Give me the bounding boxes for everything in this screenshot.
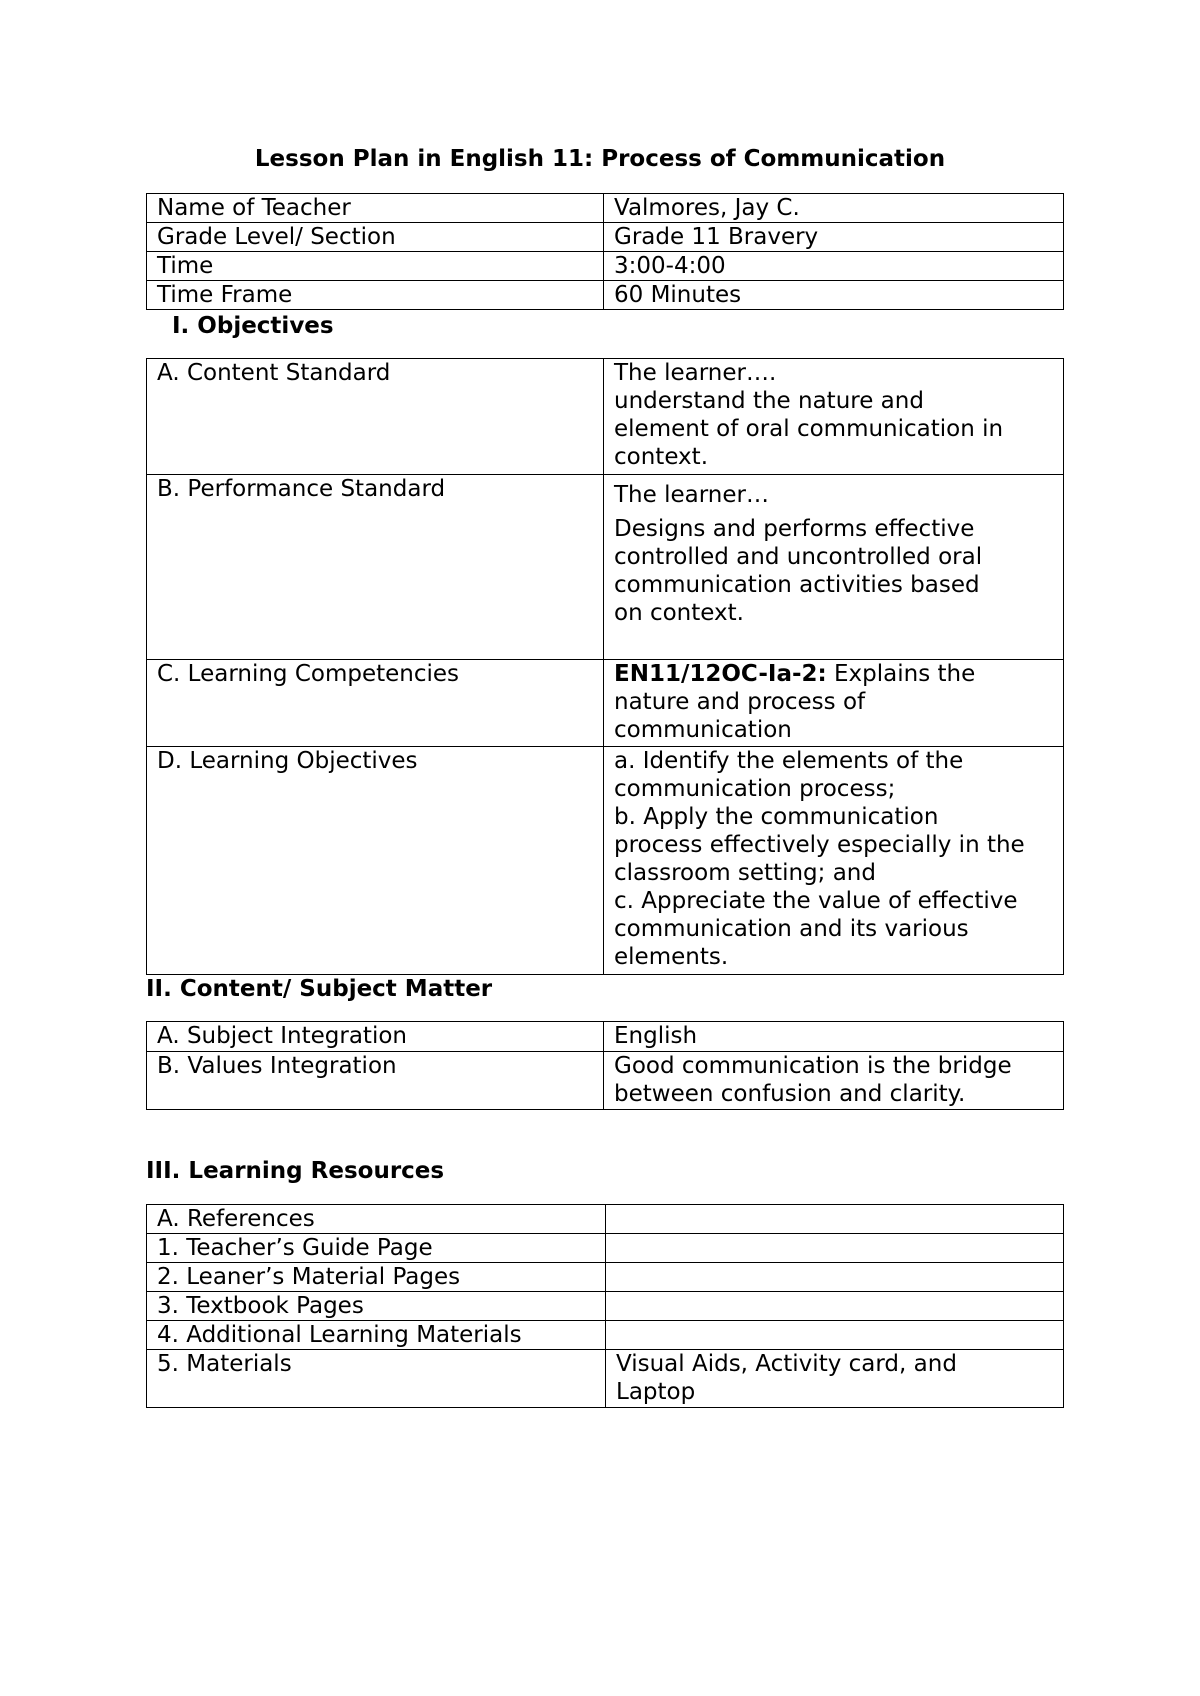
- subject-integration-label: A. Subject Integration: [147, 1022, 604, 1052]
- teachers-guide-label: 1. Teacher’s Guide Page: [147, 1234, 606, 1263]
- competencies-value: EN11/12OC-Ia-2: Explains the nature and process of communication: [604, 660, 1064, 747]
- resources-heading: III. Learning Resources: [146, 1158, 445, 1184]
- info-value: Grade 11 Bravery: [604, 223, 1064, 252]
- textbook-pages-value: [606, 1292, 1064, 1321]
- table-row: [147, 1350, 1064, 1408]
- materials-value: Visual Aids, Activity card, and Laptop: [606, 1350, 1064, 1408]
- materials-label: 5. Materials: [147, 1350, 606, 1408]
- teachers-guide-value: [606, 1234, 1064, 1263]
- table-row: [147, 1321, 1064, 1350]
- info-label: Time Frame: [147, 281, 604, 310]
- learners-material-value: [606, 1263, 1064, 1292]
- table-row: [147, 1234, 1064, 1263]
- performance-standard-value: The learner… Designs and performs effective controlled and uncontrolled oral communication activities based on context.: [604, 475, 1064, 660]
- additional-materials-label: 4. Additional Learning Materials: [147, 1321, 606, 1350]
- values-integration-label: B. Values Integration: [147, 1052, 604, 1110]
- table-row: [147, 1292, 1064, 1321]
- info-value: 3:00-4:00: [604, 252, 1064, 281]
- subject-integration-value: English: [604, 1022, 1064, 1052]
- additional-materials-value: [606, 1321, 1064, 1350]
- table-row: [147, 359, 1064, 475]
- table-row: [147, 1052, 1064, 1110]
- info-label: Name of Teacher: [147, 194, 604, 223]
- info-value: 60 Minutes: [604, 281, 1064, 310]
- competencies-label: C. Learning Competencies: [147, 660, 604, 747]
- content-table: [146, 1021, 1064, 1110]
- textbook-pages-label: 3. Textbook Pages: [147, 1292, 606, 1321]
- content-standard-value: The learner…. understand the nature and element of oral communication in context.: [604, 359, 1064, 475]
- info-value: Valmores, Jay C.: [604, 194, 1064, 223]
- table-row: [147, 475, 1064, 660]
- info-label: Grade Level/ Section: [147, 223, 604, 252]
- table-row: [147, 223, 1064, 252]
- info-table: [146, 193, 1064, 310]
- learners-material-label: 2. Leaner’s Material Pages: [147, 1263, 606, 1292]
- values-integration-value: Good communication is the bridge between confusion and clarity.: [604, 1052, 1064, 1110]
- table-row: [147, 1205, 1064, 1234]
- table-row: [147, 1263, 1064, 1292]
- table-row: [147, 660, 1064, 747]
- page-title: Lesson Plan in English 11: Process of Communication: [254, 146, 946, 172]
- objectives-table: [146, 358, 1064, 975]
- learning-objectives-value: a. Identify the elements of the communication process; b. Apply the communication process effectively especially in the classroom setting; and c. Appreciate the value of effective communication and its various elements.: [604, 747, 1064, 975]
- resources-table: [146, 1204, 1064, 1408]
- table-row: [147, 252, 1064, 281]
- performance-standard-label: B. Performance Standard: [147, 475, 604, 660]
- table-row: [147, 747, 1064, 975]
- info-label: Time: [147, 252, 604, 281]
- competency-code: EN11/12OC-Ia-2:: [614, 661, 827, 687]
- content-heading: II. Content/ Subject Matter: [146, 976, 493, 1002]
- objectives-heading: I. Objectives: [172, 313, 334, 339]
- table-row: [147, 281, 1064, 310]
- references-value: [606, 1205, 1064, 1234]
- table-row: [147, 1022, 1064, 1052]
- content-standard-label: A. Content Standard: [147, 359, 604, 475]
- table-row: [147, 194, 1064, 223]
- references-label: A. References: [147, 1205, 606, 1234]
- learning-objectives-label: D. Learning Objectives: [147, 747, 604, 975]
